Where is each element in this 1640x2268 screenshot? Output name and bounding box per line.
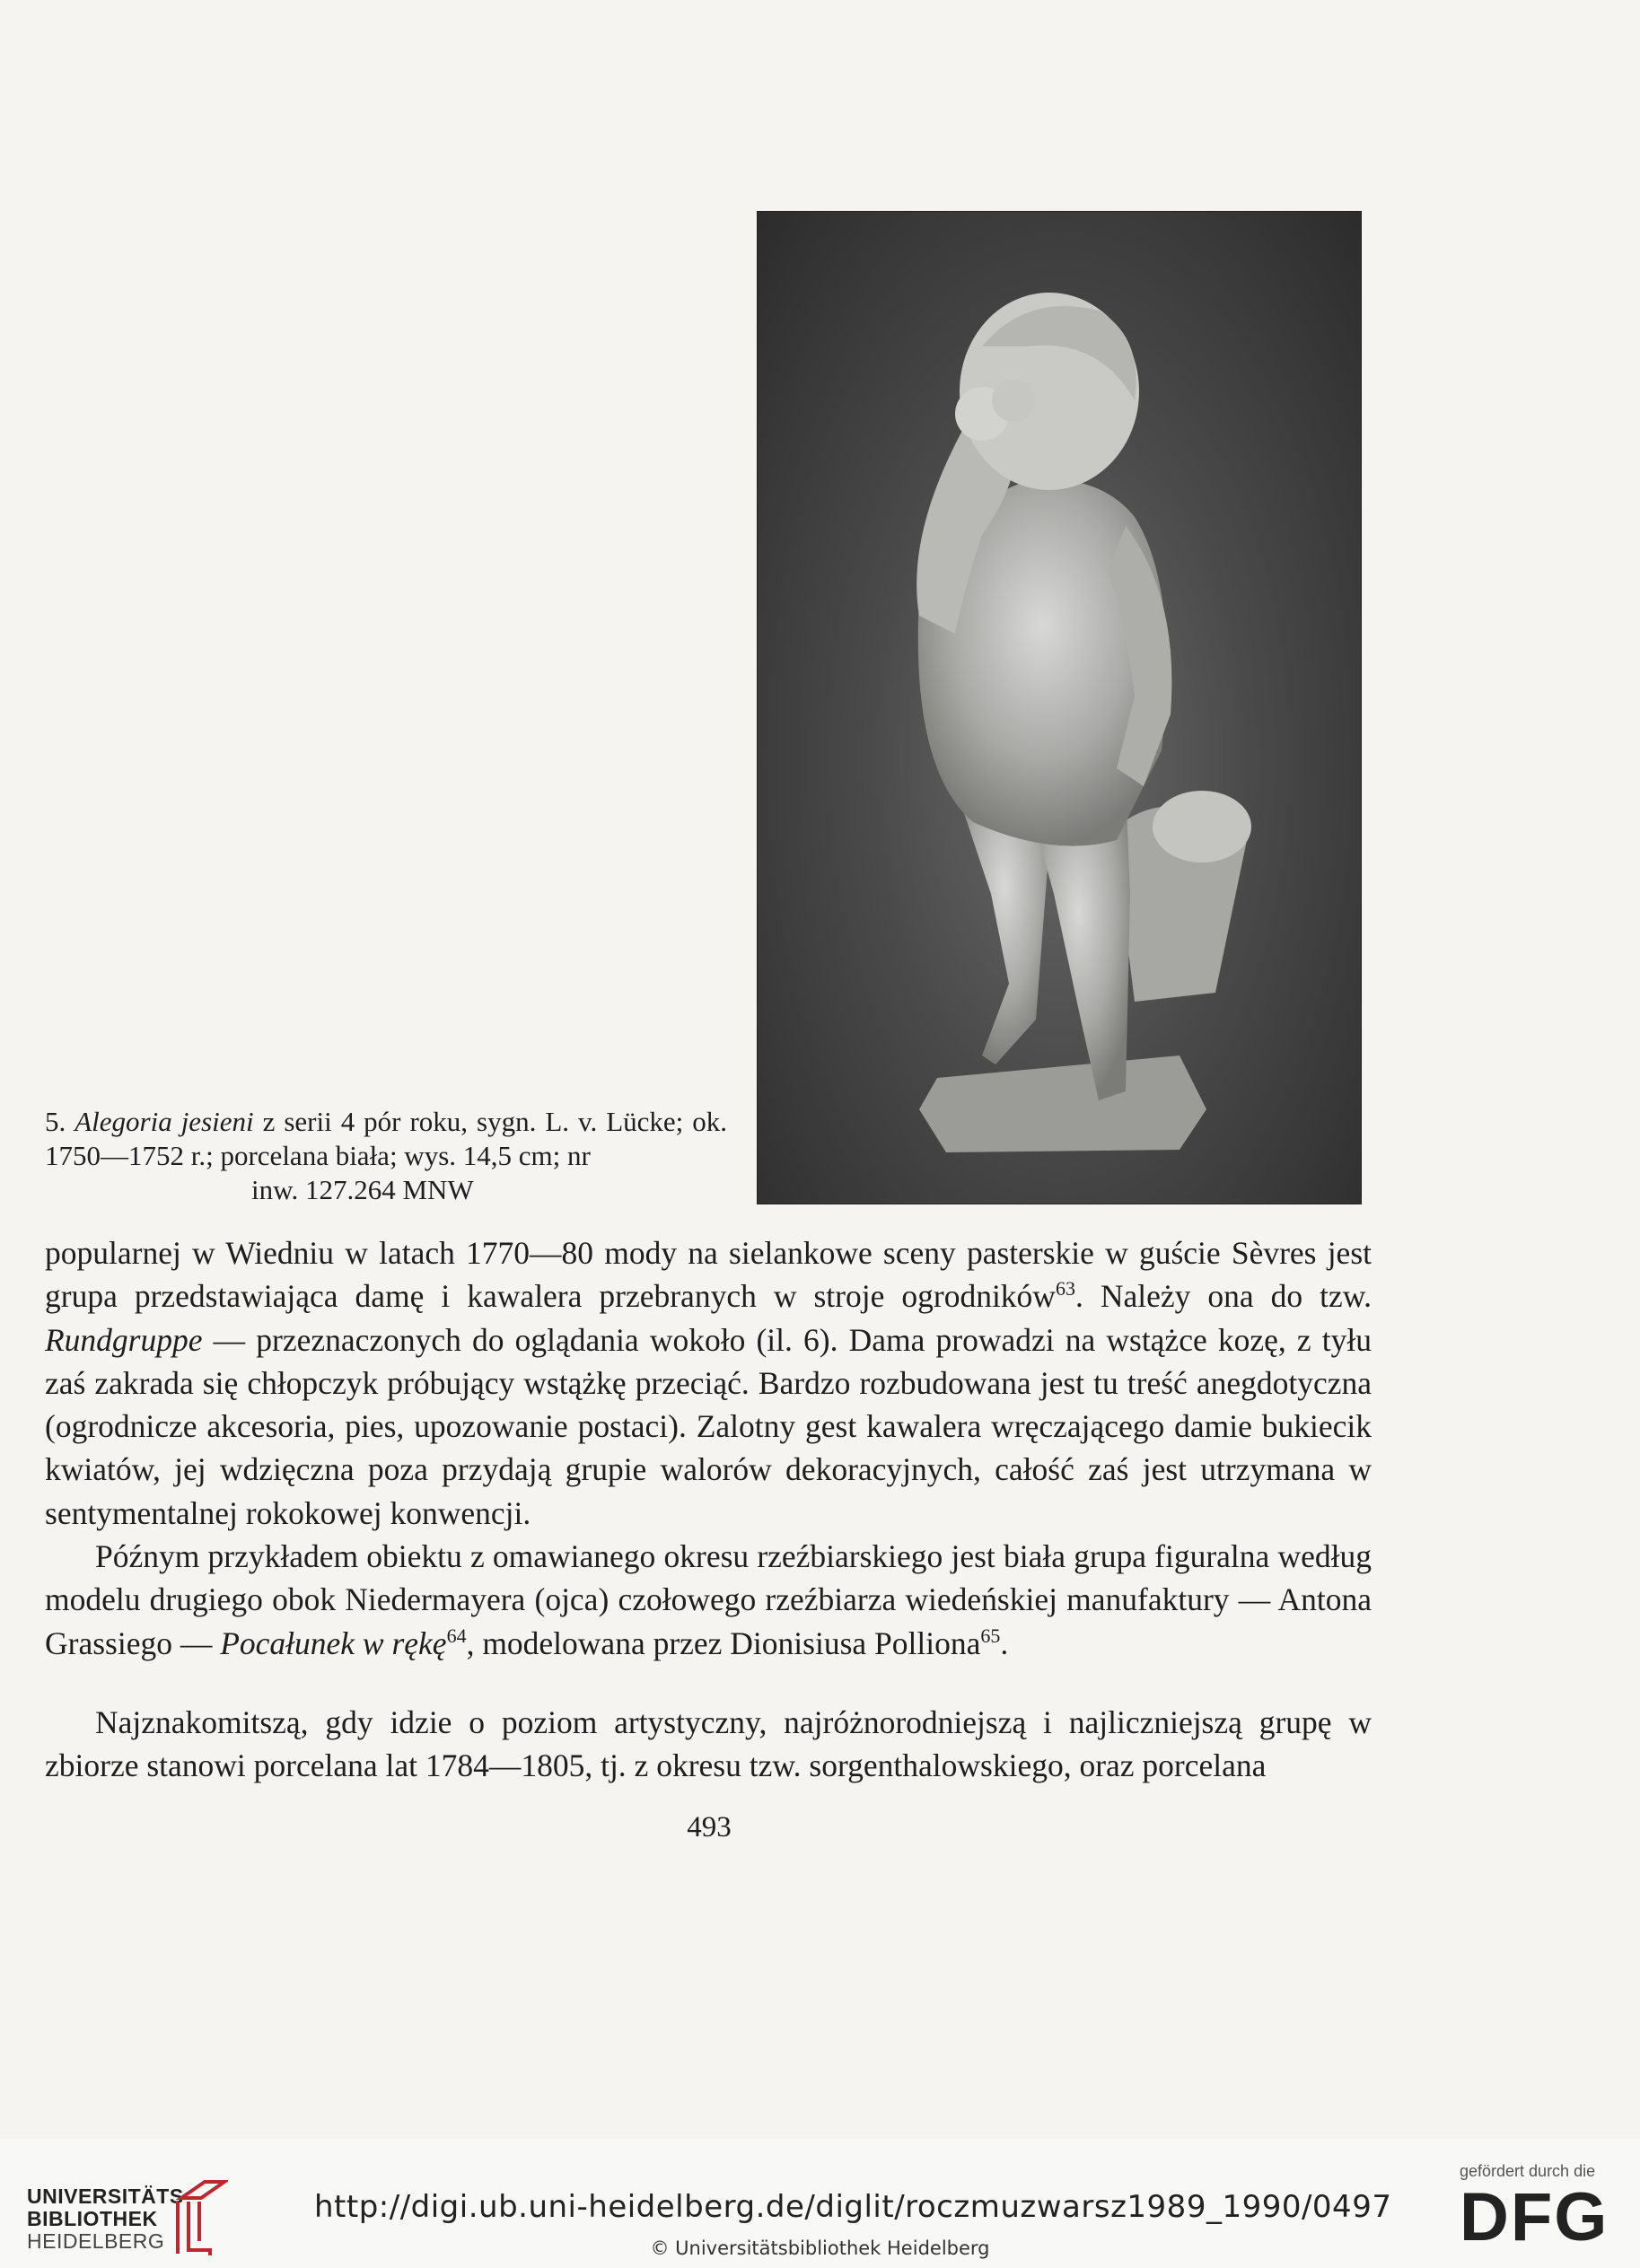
caption-line3: inw. 127.264 MNW — [251, 1174, 474, 1205]
porcelain-figure-image — [758, 212, 1361, 1204]
dfg-wordmark: DFG — [1460, 2179, 1609, 2255]
caption-line2: ok. 1750—1752 r.; porcelana biała; wys. 14,5 cm; nr — [45, 1106, 728, 1171]
dfg-sponsor-text: gefördert durch die — [1460, 2162, 1596, 2180]
dfg-logo[interactable] — [1460, 2162, 1609, 2255]
footer-bar — [0, 2139, 1640, 2268]
copyright-text: © Universitätsbibliothek Heidelberg — [650, 2237, 990, 2259]
caption-title: Alegoria jesieni — [75, 1106, 254, 1137]
footnote-ref-63: 63 — [1055, 1277, 1075, 1300]
p1-italic-term: Rundgruppe — [45, 1321, 203, 1358]
footnote-ref-65: 65 — [980, 1624, 1001, 1647]
figure-photo — [757, 211, 1362, 1204]
logo-line1: UNIVERSITÄTS- — [27, 2185, 191, 2208]
p2-italic-title: Pocałunek w rękę — [220, 1624, 447, 1661]
caption-number: 5. — [45, 1106, 75, 1137]
p1-text-b: . Należy ona do tzw. — [1074, 1278, 1372, 1315]
paragraph-3: Najznakomitszą, gdy idzie o poziom artystyczny, najróżnorodniejszą i najliczniejszą grupę w zbiorze stanowi porcelana lat 1784—1805, tj. z okresu tzw. sorgenthalowskiego, oraz porcelana — [45, 1703, 1372, 1784]
p1-text-a: popularnej w Wiedniu w latach 1770—80 mody na sielankowe sceny pasterskie w guście Sèvres jest grupa przedstawiająca damę i kawalera przebranych w stroje ogrodników — [45, 1235, 1372, 1315]
body-text — [45, 1231, 1372, 1788]
page-number: 493 — [687, 1811, 732, 1843]
p2-text-a: Późnym przykładem obiektu z omawianego okresu rzeźbiarskiego jest biała grupa figuralna według modelu drugiego obok Niedermayera (ojca) czołowego rzeźbiarza wiedeńskiej manufaktury — Antona Grassiego — — [45, 1538, 1372, 1661]
paragraph-1 — [45, 1231, 1372, 1535]
paragraph-2 — [45, 1535, 1372, 1665]
figure-caption — [45, 1105, 727, 1207]
p2-text-c: . — [1000, 1624, 1009, 1661]
logo-line2: BIBLIOTHEK — [27, 2207, 158, 2230]
document-url-link[interactable]: http://digi.ub.uni-heidelberg.de/diglit/roczmuzwarsz1989_1990/0497 — [314, 2189, 1392, 2225]
logo-line3: HEIDELBERG — [27, 2229, 165, 2253]
footnote-ref-64: 64 — [446, 1624, 467, 1647]
caption-line1-rest: z serii 4 pór roku, sygn. L. v. Lücke; — [253, 1106, 684, 1137]
p2-text-b: , modelowana przez Dionisiusa Polliona — [466, 1624, 981, 1661]
p1-text-c: — przeznaczonych do oglądania wokoło (il. 6). Dama prowadzi na wstążce kozę, z tyłu zaś zakrada się chłopczyk próbujący wstążkę przeciąć. Bardzo rozbudowana jest tu treść anegdotyczna (ogrodnicze akcesoria, pies, upozowanie postaci). Zalotny gest kawalera wręczającego damie bukiecik kwiatów, jej wdzięczna poza przydają grupie walorów dekoracyjnych, całość zaś jest utrzymana w sentymentalnej rokokowej konwencji. — [45, 1321, 1372, 1531]
